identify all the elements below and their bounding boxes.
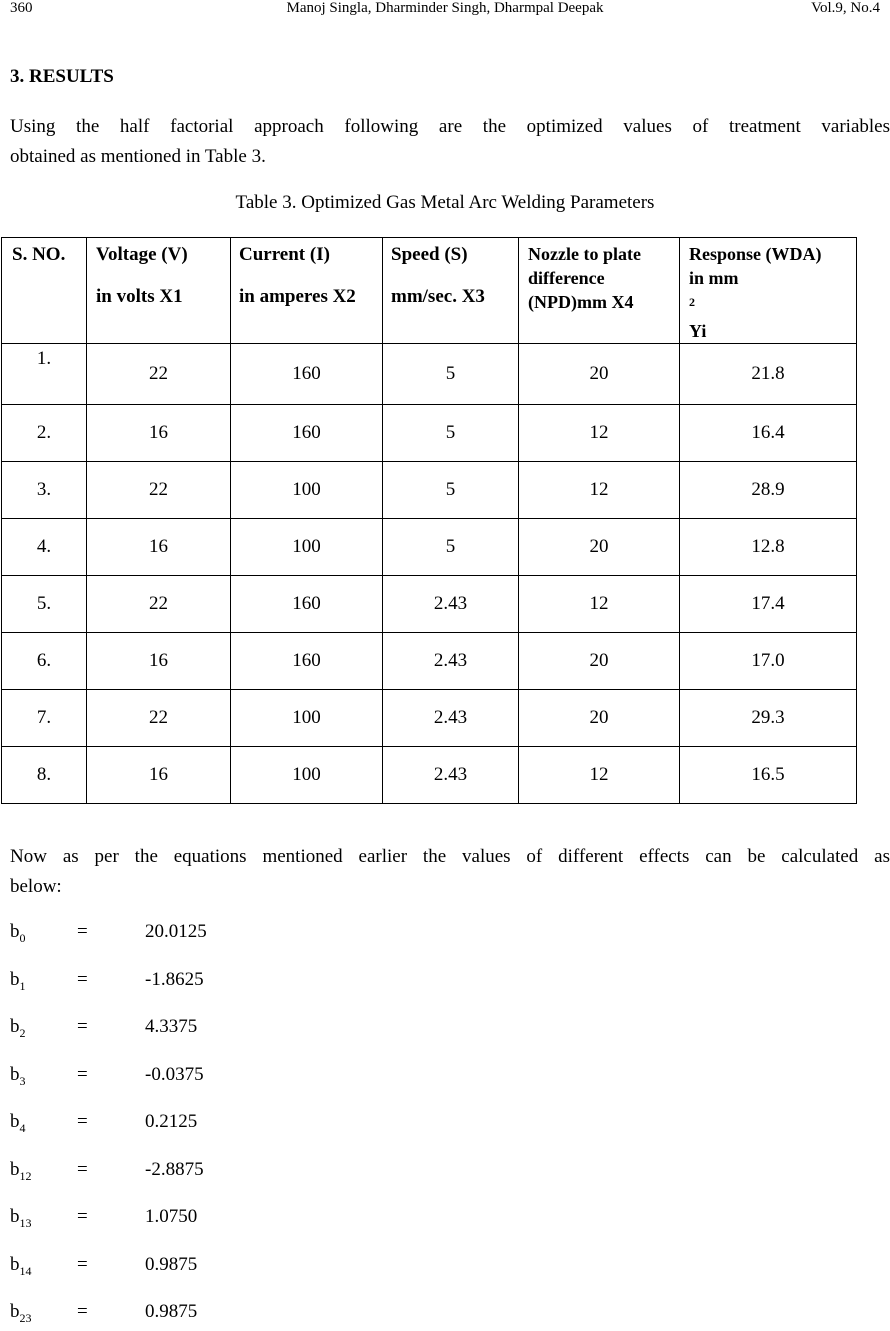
cell-speed: 5 (383, 344, 519, 405)
cell-response: 28.9 (680, 462, 857, 519)
results-table (1, 237, 857, 804)
cell-current: 100 (231, 690, 383, 747)
running-header (10, 0, 880, 22)
cell-speed: 5 (383, 405, 519, 462)
cell-speed: 2.43 (383, 633, 519, 690)
cell-response: 12.8 (680, 519, 857, 576)
coefficient-name: $b_4$ (10, 1111, 26, 1135)
cell-npd: 20 (519, 690, 680, 747)
intro-line-1: Using the half factorial approach following are the optimized values of treatment variables (10, 116, 890, 137)
equals-sign: = (77, 1253, 88, 1275)
coefficient-name: $b_{14}$ (10, 1253, 32, 1278)
cell-voltage: 16 (87, 405, 231, 462)
equals-sign: = (77, 1111, 88, 1132)
effects-line-2: below: (10, 876, 62, 897)
coefficient-value: 20.0125 (145, 921, 207, 942)
table-header-row (2, 238, 857, 344)
cell-sno: 7. (2, 690, 87, 747)
cell-response: 16.4 (680, 405, 857, 462)
intro-paragraph (10, 112, 890, 172)
coefficient-name: $b_2$ (10, 1016, 26, 1040)
header-voltage: Voltage (V) in volts X1 (87, 238, 231, 344)
cell-npd: 12 (519, 405, 680, 462)
equals-sign: = (77, 921, 88, 942)
cell-voltage: 16 (87, 633, 231, 690)
cell-sno: 6. (2, 633, 87, 690)
cell-current: 160 (231, 405, 383, 462)
cell-speed: 2.43 (383, 690, 519, 747)
cell-current: 160 (231, 633, 383, 690)
cell-voltage: 22 (87, 690, 231, 747)
equals-sign: = (77, 1016, 88, 1037)
cell-sno: 8. (2, 747, 87, 804)
table-caption: Table 3. Optimized Gas Metal Arc Welding Parameters (235, 192, 655, 213)
intro-line-2: obtained as mentioned in Table 3. (10, 146, 266, 167)
table-row (2, 344, 857, 405)
cell-npd: 12 (519, 462, 680, 519)
effects-line-1: Now as per the equations mentioned earlier the values of different effects can be calculated as (10, 846, 890, 867)
cell-current: 160 (231, 344, 383, 405)
header-response: Response (WDA) in mm $^2$ Yi (680, 238, 857, 344)
equals-sign: = (77, 1063, 88, 1085)
equals-sign: = (77, 1206, 88, 1227)
table-row (2, 519, 857, 576)
header-volume: Vol.9, No.4 (811, 0, 880, 16)
cell-response: 16.5 (680, 747, 857, 804)
cell-speed: 5 (383, 519, 519, 576)
coefficient-name: $b_{13}$ (10, 1206, 32, 1230)
cell-npd: 20 (519, 344, 680, 405)
coefficient-value: 0.2125 (145, 1111, 198, 1132)
cell-sno: 2. (2, 405, 87, 462)
cell-voltage: 22 (87, 576, 231, 633)
header-authors: Manoj Singla, Dharminder Singh, Dharmpal Deepak (286, 0, 604, 16)
cell-sno: 3. (2, 462, 87, 519)
coefficient-name: $b_{23}$ (10, 1301, 32, 1325)
page-number: 360 (10, 0, 33, 16)
cell-voltage: 16 (87, 747, 231, 804)
cell-speed: 2.43 (383, 576, 519, 633)
cell-npd: 12 (519, 747, 680, 804)
coefficient-value: 4.3375 (145, 1016, 198, 1037)
equals-sign: = (77, 1301, 88, 1322)
header-speed: Speed (S) mm/sec. X3 (383, 238, 519, 344)
cell-voltage: 22 (87, 344, 231, 405)
cell-npd: 12 (519, 576, 680, 633)
cell-sno: 1. (2, 344, 87, 405)
table-row (2, 576, 857, 633)
equals-sign: = (77, 1158, 88, 1180)
coefficient-value: 1.0750 (145, 1206, 198, 1227)
cell-response: 29.3 (680, 690, 857, 747)
header-sno: S. NO. (2, 238, 87, 344)
cell-response: 17.0 (680, 633, 857, 690)
table-row (2, 462, 857, 519)
table-row (2, 633, 857, 690)
table-row (2, 747, 857, 804)
section-title: 3. RESULTS (10, 66, 114, 87)
coefficient-name: $b_1$ (10, 968, 26, 993)
cell-voltage: 22 (87, 462, 231, 519)
coefficient-name: $b_3$ (10, 1063, 26, 1088)
coefficient-name: $b_0$ (10, 921, 26, 945)
header-nozzle: Nozzle to plate difference (NPD)mm X4 (519, 238, 680, 344)
cell-sno: 5. (2, 576, 87, 633)
cell-current: 100 (231, 462, 383, 519)
cell-response: 17.4 (680, 576, 857, 633)
cell-voltage: 16 (87, 519, 231, 576)
cell-npd: 20 (519, 633, 680, 690)
cell-response: 21.8 (680, 344, 857, 405)
table-row (2, 690, 857, 747)
cell-sno: 4. (2, 519, 87, 576)
table-row (2, 405, 857, 462)
coefficient-value: -1.8625 (145, 968, 204, 990)
effects-paragraph (10, 842, 890, 902)
header-current: Current (I) in amperes X2 (231, 238, 383, 344)
cell-speed: 5 (383, 462, 519, 519)
cell-npd: 20 (519, 519, 680, 576)
coefficient-value: 0.9875 (145, 1301, 198, 1322)
cell-current: 100 (231, 519, 383, 576)
coefficient-name: $b_{12}$ (10, 1158, 32, 1183)
coefficient-value: -0.0375 (145, 1063, 204, 1085)
coefficient-value: 0.9875 (145, 1253, 198, 1275)
cell-current: 100 (231, 747, 383, 804)
coefficient-value: -2.8875 (145, 1158, 204, 1180)
cell-current: 160 (231, 576, 383, 633)
cell-speed: 2.43 (383, 747, 519, 804)
equals-sign: = (77, 968, 88, 990)
